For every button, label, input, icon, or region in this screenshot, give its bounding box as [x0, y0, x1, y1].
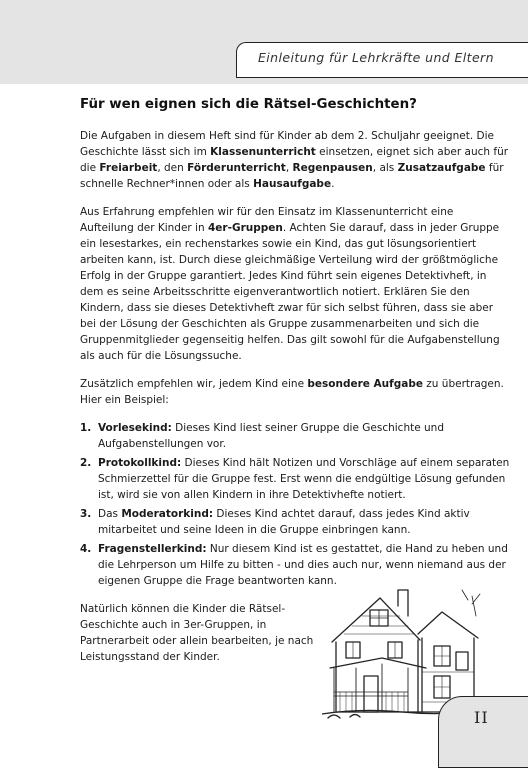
list-item [80, 420, 510, 452]
list-number: 3. [80, 508, 92, 520]
list-number: 1. [80, 422, 92, 434]
list-item-text: Vorlesekind: Dieses Kind liest seiner Gruppe die Geschichte und Aufgabenstellungen vor. [98, 422, 444, 450]
list-item-text: Das Moderatorkind: Dieses Kind achtet darauf, dass jedes Kind aktiv mitarbeitet und seine Ideen in die Gruppe einbringen kann. [98, 508, 470, 536]
role-list [80, 420, 510, 589]
list-item-text: Protokollkind: Dieses Kind hält Notizen und Vorschläge auf einem separaten Schmierzettel für die Gruppe fest. Erst wenn die endgültige Lösung gefunden ist, wird sie von allen Kindern in ihre Detektivhefte notiert. [98, 457, 510, 501]
page-number-tab [438, 696, 528, 768]
paragraph-special-tasks: Zusätzlich empfehlen wir, jedem Kind eine besondere Aufgabe zu übertragen. Hier ein Beispiel: [80, 378, 504, 406]
list-item-text: Fragenstellerkind: Nur diesem Kind ist es gestattet, die Hand zu heben und die Lehrperson um Hilfe zu bitten - und dies auch nur, wenn niemand aus der eigenen Gruppe die Frage beantworten kann. [98, 543, 508, 587]
paragraph-alternatives: Natürlich können die Kinder die Rätsel-Geschichte auch in 3er-Gruppen, in Partnerarbeit oder allein bearbeiten, je nach Leistungsstand der Kinder. [80, 603, 314, 663]
list-number: 4. [80, 543, 92, 555]
paragraph-intro: Die Aufgaben in diesem Heft sind für Kinder ab dem 2. Schuljahr geeignet. Die Geschichte lässt sich im Klassenunterricht einsetzen, eignet sich aber auch für die Freiarbeit, den Förderunterricht, Regenpausen, als Zusatzaufgabe für schnelle Rechner*innen oder als Hausaufgabe. [80, 130, 509, 190]
list-item [80, 506, 510, 538]
list-number: 2. [80, 457, 92, 469]
page-header-title: Einleitung für Lehrkräfte und Eltern [258, 50, 494, 65]
paragraph-groups: Aus Erfahrung empfehlen wir für den Einsatz im Klassenunterricht eine Aufteilung der Kinder in 4er-Gruppen. Achten Sie darauf, dass in jeder Gruppe ein lesestarkes, ein rechenstarkes sowie ein Kind, das gut lösungsorientiert arbeiten kann, ist. Durch diese gleichmäßige Verteilung wird der größtmögliche Erfolg in der Gruppe garantiert. Jedes Kind führt sein eigenes Detektivheft, in dem es seine Arbeitsschritte eigenverantwortlich notiert. Erklären Sie den Kindern, dass sie dieses Detektivheft zwar für sich selbst führen, dass sie aber bei der Lösung der Geschichten als Gruppe zusammenarbeiten und sich die Gruppenmitglieder gegenseitig helfen. Das gilt sowohl für die Aufgabenstellung als auch für die Lösungssuche. [80, 206, 500, 362]
section-heading: Für wen eignen sich die Rätsel-Geschichten? [80, 97, 417, 112]
list-item [80, 455, 510, 503]
page-number: II [474, 708, 489, 727]
